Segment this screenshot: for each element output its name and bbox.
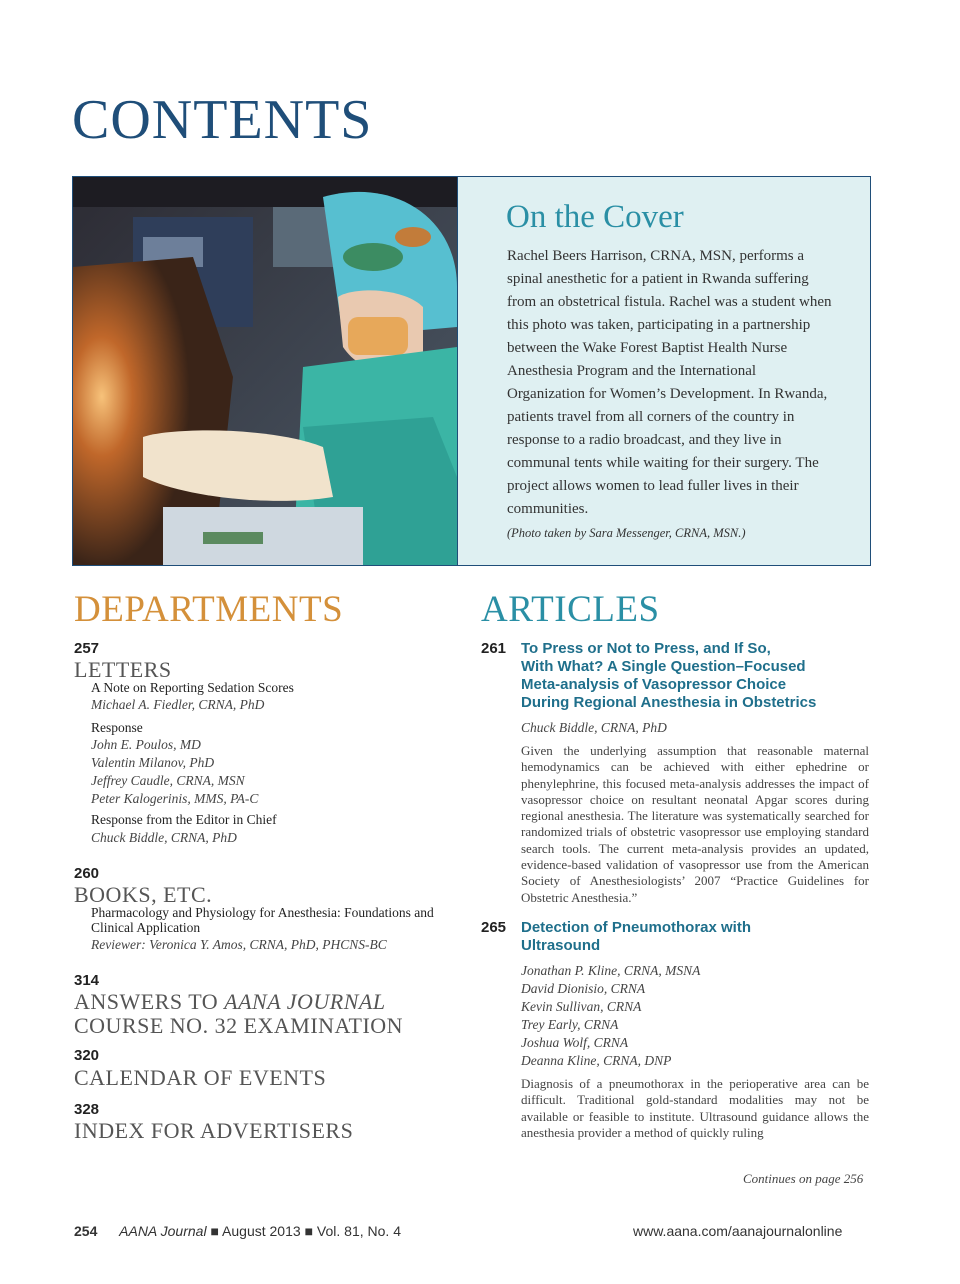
article2-author: Trey Early, CRNA — [521, 1017, 619, 1032]
answers-page-number: 314 — [74, 972, 100, 989]
book-title: Pharmacology and Physiology for Anesthesia: Foundations and Clinical Application — [91, 905, 434, 935]
article1-title-line[interactable]: Meta-analysis of Vasopressor Choice — [521, 676, 787, 693]
response-author: John E. Poulos, MD — [91, 737, 201, 752]
footer-journal: AANA Journal — [119, 1223, 207, 1239]
article2-abstract: Diagnosis of a pneumothorax in the perioperative area can be difficult. Traditional gold-standard modalities may not be available or feasible to institute. Ultrasound guidance allows the anesthesia provider a method of quickly ruling — [521, 1076, 869, 1140]
response-title: Response — [91, 720, 143, 735]
article2-author: David Dionisio, CRNA — [521, 981, 646, 996]
calendar-section-title: CALENDAR OF EVENTS — [74, 1065, 327, 1090]
cover-section — [72, 176, 871, 566]
books-page-number: 260 — [74, 865, 100, 882]
page-title: CONTENTS — [72, 89, 373, 151]
article2-author: Kevin Sullivan, CRNA — [521, 999, 642, 1014]
article2-author: Deanna Kline, CRNA, DNP — [521, 1053, 672, 1068]
index-page-number: 328 — [74, 1101, 100, 1118]
response-author: Valentin Milanov, PhD — [91, 755, 215, 770]
article2-author: Jonathan P. Kline, CRNA, MSNA — [521, 963, 701, 978]
footer-left — [74, 1223, 401, 1239]
article1-author: Chuck Biddle, CRNA, PhD — [521, 720, 667, 735]
response-author: Jeffrey Caudle, CRNA, MSN — [91, 773, 245, 788]
editor-response-title: Response from the Editor in Chief — [91, 812, 277, 827]
letters-item-author: Michael A. Fiedler, CRNA, PhD — [91, 697, 265, 712]
article1-title-line[interactable]: With What? A Single Question–Focused — [521, 658, 806, 675]
cover-photo — [73, 177, 457, 565]
photo-credit: (Photo taken by Sara Messenger, CRNA, MSN.) — [507, 526, 746, 540]
article2-title-line[interactable]: Ultrasound — [521, 937, 601, 954]
footer-url[interactable]: www.aana.com/aanajournalonline — [633, 1223, 843, 1239]
article1-title-line[interactable]: To Press or Not to Press, and If So, — [521, 640, 771, 657]
cover-caption-panel — [457, 177, 870, 565]
footer-separator-icon: ■ — [210, 1223, 219, 1239]
letters-item-title: A Note on Reporting Sedation Scores — [91, 680, 294, 695]
books-section-title: BOOKS, ETC. — [74, 882, 213, 907]
book-reviewer: Reviewer: Veronica Y. Amos, CRNA, PhD, PHCNS-BC — [91, 937, 387, 952]
cover-description: Rachel Beers Harrison, CRNA, MSN, performs a spinal anesthetic for a patient in Rwanda suffering from an obstetrical fistula. Rachel was a student when this photo was taken, participating in a partnership between the Wake Forest Baptist Health Nurse Anesthesia Program and the International Organization for Women’s Development. In Rwanda, patients travel from all corners of the country in response to a radio broadcast, and they live in communal tents while waiting for their surgery. The project allows women to lead fuller lives in their communities. — [507, 248, 832, 517]
cover-heading: On the Cover — [506, 199, 684, 235]
calendar-page-number: 320 — [74, 1047, 100, 1064]
departments-heading: DEPARTMENTS — [74, 589, 344, 630]
footer-page-number: 254 — [74, 1223, 98, 1239]
article2-title-line[interactable]: Detection of Pneumothorax with — [521, 919, 752, 936]
index-section-title: INDEX FOR ADVERTISERS — [74, 1118, 354, 1143]
response-author: Peter Kalogerinis, MMS, PA-C — [91, 791, 259, 806]
footer-separator-icon: ■ — [304, 1223, 314, 1239]
editor-response-author: Chuck Biddle, CRNA, PhD — [91, 830, 237, 845]
answers-section-title-line2: COURSE NO. 32 EXAMINATION — [74, 1013, 404, 1038]
article2-author: Joshua Wolf, CRNA — [521, 1035, 629, 1050]
answers-section-title: ANSWERS TO AANA JOURNAL — [74, 989, 386, 1014]
footer-issue-date: August 2013 — [222, 1223, 301, 1239]
letters-section-title: LETTERS — [74, 657, 172, 682]
articles-heading: ARTICLES — [481, 589, 660, 630]
article1-title-line[interactable]: During Regional Anesthesia in Obstetrics — [521, 694, 817, 711]
footer-volume: Vol. 81, No. 4 — [316, 1223, 401, 1239]
article1-page-number: 261 — [481, 640, 507, 657]
article2-page-number: 265 — [481, 919, 507, 936]
continues-note: Continues on page 256 — [743, 1171, 864, 1186]
journal-name: AANA JOURNAL — [224, 989, 386, 1014]
article1-abstract: Given the underlying assumption that reasonable maternal hemodynamics can be achieved with either ephedrine or phenylephrine, this focused meta-analysis addresses the impact of vasopressor choice on resultant neonatal Apgar scores during regional anesthesia. The literature was systematically searched for randomized trials of obstetric vasopressor use employing standard search tools. The current meta-analysis provides an updated, evidence-based validation of vasopressor use from the American Society of Anesthesiologists’ 2007 “Practice Guidelines for Obstetric Anesthesia.” — [521, 743, 869, 905]
letters-page-number: 257 — [74, 640, 100, 657]
